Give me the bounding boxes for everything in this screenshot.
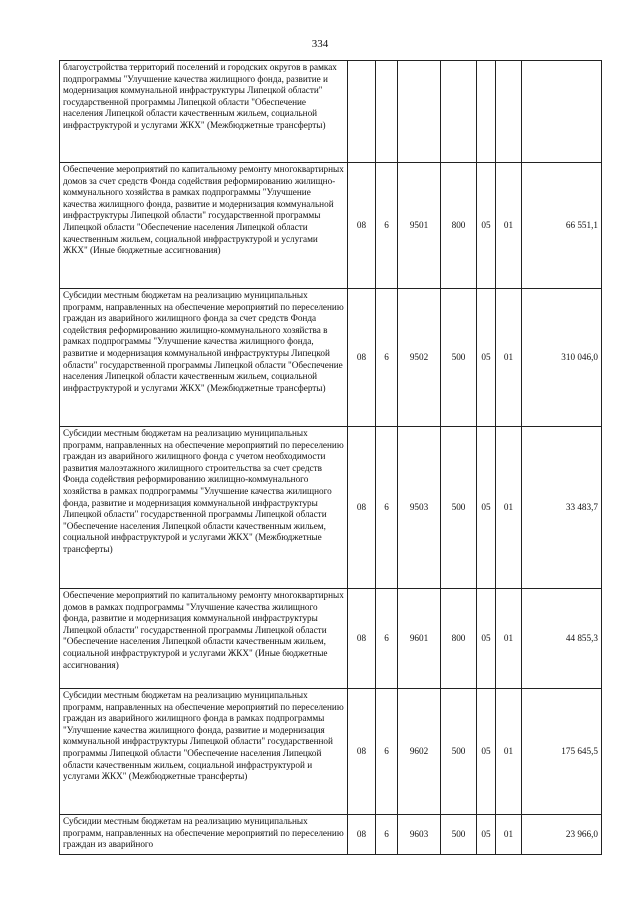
row-description: Субсидии местным бюджетам на реализацию муниципальных программ, направленных на обеспечение мероприятий по переселению граждан из аварийного <box>60 815 348 855</box>
amount-cell <box>522 61 602 163</box>
code-cell: 9501 <box>398 163 441 289</box>
code-cell: 800 <box>441 589 477 689</box>
table-row <box>60 427 602 589</box>
code-cell: 08 <box>348 689 376 815</box>
amount-cell: 23 966,0 <box>522 815 602 855</box>
code-cell: 05 <box>477 427 496 589</box>
row-description: Субсидии местным бюджетам на реализацию муниципальных программ, направленных на обеспечение мероприятий по переселению граждан из аварийного жилищного фонда в рамках подпрограммы "Улучшение качества жилищного фонда, развитие и модернизация коммунальной инфраструктуры Липецкой области" государственной программы Липецкой области "Обеспечение населения Липецкой области качественным жильем, социальной инфраструктурой и услугами ЖКХ" (Межбюджетные трансферты) <box>60 689 348 815</box>
code-cell: 800 <box>441 163 477 289</box>
code-cell: 05 <box>477 289 496 427</box>
code-cell: 01 <box>496 815 522 855</box>
code-cell: 500 <box>441 289 477 427</box>
code-cell: 6 <box>376 689 398 815</box>
code-cell: 01 <box>496 689 522 815</box>
code-cell: 500 <box>441 815 477 855</box>
code-cell: 05 <box>477 163 496 289</box>
code-cell: 01 <box>496 589 522 689</box>
amount-cell: 33 483,7 <box>522 427 602 589</box>
code-cell: 500 <box>441 427 477 589</box>
code-cell: 08 <box>348 427 376 589</box>
code-cell: 08 <box>348 815 376 855</box>
code-cell: 9503 <box>398 427 441 589</box>
code-cell <box>477 61 496 163</box>
code-cell: 08 <box>348 163 376 289</box>
amount-cell: 66 551,1 <box>522 163 602 289</box>
code-cell: 01 <box>496 163 522 289</box>
code-cell: 6 <box>376 163 398 289</box>
code-cell <box>348 61 376 163</box>
table-row <box>60 589 602 689</box>
code-cell: 6 <box>376 589 398 689</box>
row-description: Субсидии местным бюджетам на реализацию муниципальных программ, направленных на обеспечение мероприятий по переселению граждан из аварийного жилищного фонда с учетом необходимости развития малоэтажного жилищного строительства за счет средств Фонда содействия реформированию жилищно-коммунального хозяйства в рамках подпрограммы "Улучшение качества жилищного фонда, развитие и модернизация коммунальной инфраструктуры Липецкой области" государственной программы Липецкой области "Обеспечение населения Липецкой области качественным жильем, социальной инфраструктурой и услугами ЖКХ" (Межбюджетные трансферты) <box>60 427 348 589</box>
amount-cell: 44 855,3 <box>522 589 602 689</box>
code-cell <box>441 61 477 163</box>
table-row <box>60 163 602 289</box>
row-description: благоустройства территорий поселений и городских округов в рамках подпрограммы "Улучшение качества жилищного фонда, развитие и модернизация коммунальной инфраструктуры Липецкой области" государственной программы Липецкой области "Обеспечение населения Липецкой области качественным жильем, социальной инфраструктурой и услугами ЖКХ" (Межбюджетные трансферты) <box>60 61 348 163</box>
code-cell: 05 <box>477 689 496 815</box>
code-cell: 500 <box>441 689 477 815</box>
code-cell: 9603 <box>398 815 441 855</box>
code-cell: 05 <box>477 815 496 855</box>
budget-table <box>59 60 602 855</box>
row-description: Обеспечение мероприятий по капитальному ремонту многоквартирных домов в рамках подпрограммы "Улучшение качества жилищного фонда, развитие и модернизация коммунальной инфраструктуры Липецкой области" государственной программы Липецкой области "Обеспечение населения Липецкой области качественным жильем, социальной инфраструктурой и услугами ЖКХ" (Иные бюджетные ассигнования) <box>60 589 348 689</box>
table-row <box>60 689 602 815</box>
row-description: Субсидии местным бюджетам на реализацию муниципальных программ, направленных на обеспечение мероприятий по переселению граждан из аварийного жилищного фонда за счет средств Фонда содействия реформированию жилищно-коммунального хозяйства в рамках подпрограммы "Улучшение качества жилищного фонда, развитие и модернизация коммунальной инфраструктуры Липецкой области" государственной программы Липецкой области "Обеспечение населения Липецкой области качественным жильем, социальной инфраструктурой и услугами ЖКХ" (Межбюджетные трансферты) <box>60 289 348 427</box>
code-cell: 08 <box>348 289 376 427</box>
amount-cell: 175 645,5 <box>522 689 602 815</box>
page-number: 334 <box>311 38 329 50</box>
table-row <box>60 61 602 163</box>
code-cell: 01 <box>496 289 522 427</box>
code-cell <box>376 61 398 163</box>
code-cell: 6 <box>376 427 398 589</box>
amount-cell: 310 046,0 <box>522 289 602 427</box>
code-cell <box>496 61 522 163</box>
code-cell <box>398 61 441 163</box>
code-cell: 9601 <box>398 589 441 689</box>
code-cell: 05 <box>477 589 496 689</box>
code-cell: 9602 <box>398 689 441 815</box>
code-cell: 08 <box>348 589 376 689</box>
code-cell: 6 <box>376 815 398 855</box>
code-cell: 01 <box>496 427 522 589</box>
code-cell: 9502 <box>398 289 441 427</box>
table-row <box>60 815 602 855</box>
table-row <box>60 289 602 427</box>
code-cell: 6 <box>376 289 398 427</box>
row-description: Обеспечение мероприятий по капитальному ремонту многоквартирных домов за счет средств Фонда содействия реформированию жилищно-коммунального хозяйства в рамках подпрограммы "Улучшение качества жилищного фонда, развитие и модернизация коммунальной инфраструктуры Липецкой области" государственной программы Липецкой области "Обеспечение населения Липецкой области качественным жильем, социальной инфраструктурой и услугами ЖКХ" (Иные бюджетные ассигнования) <box>60 163 348 289</box>
